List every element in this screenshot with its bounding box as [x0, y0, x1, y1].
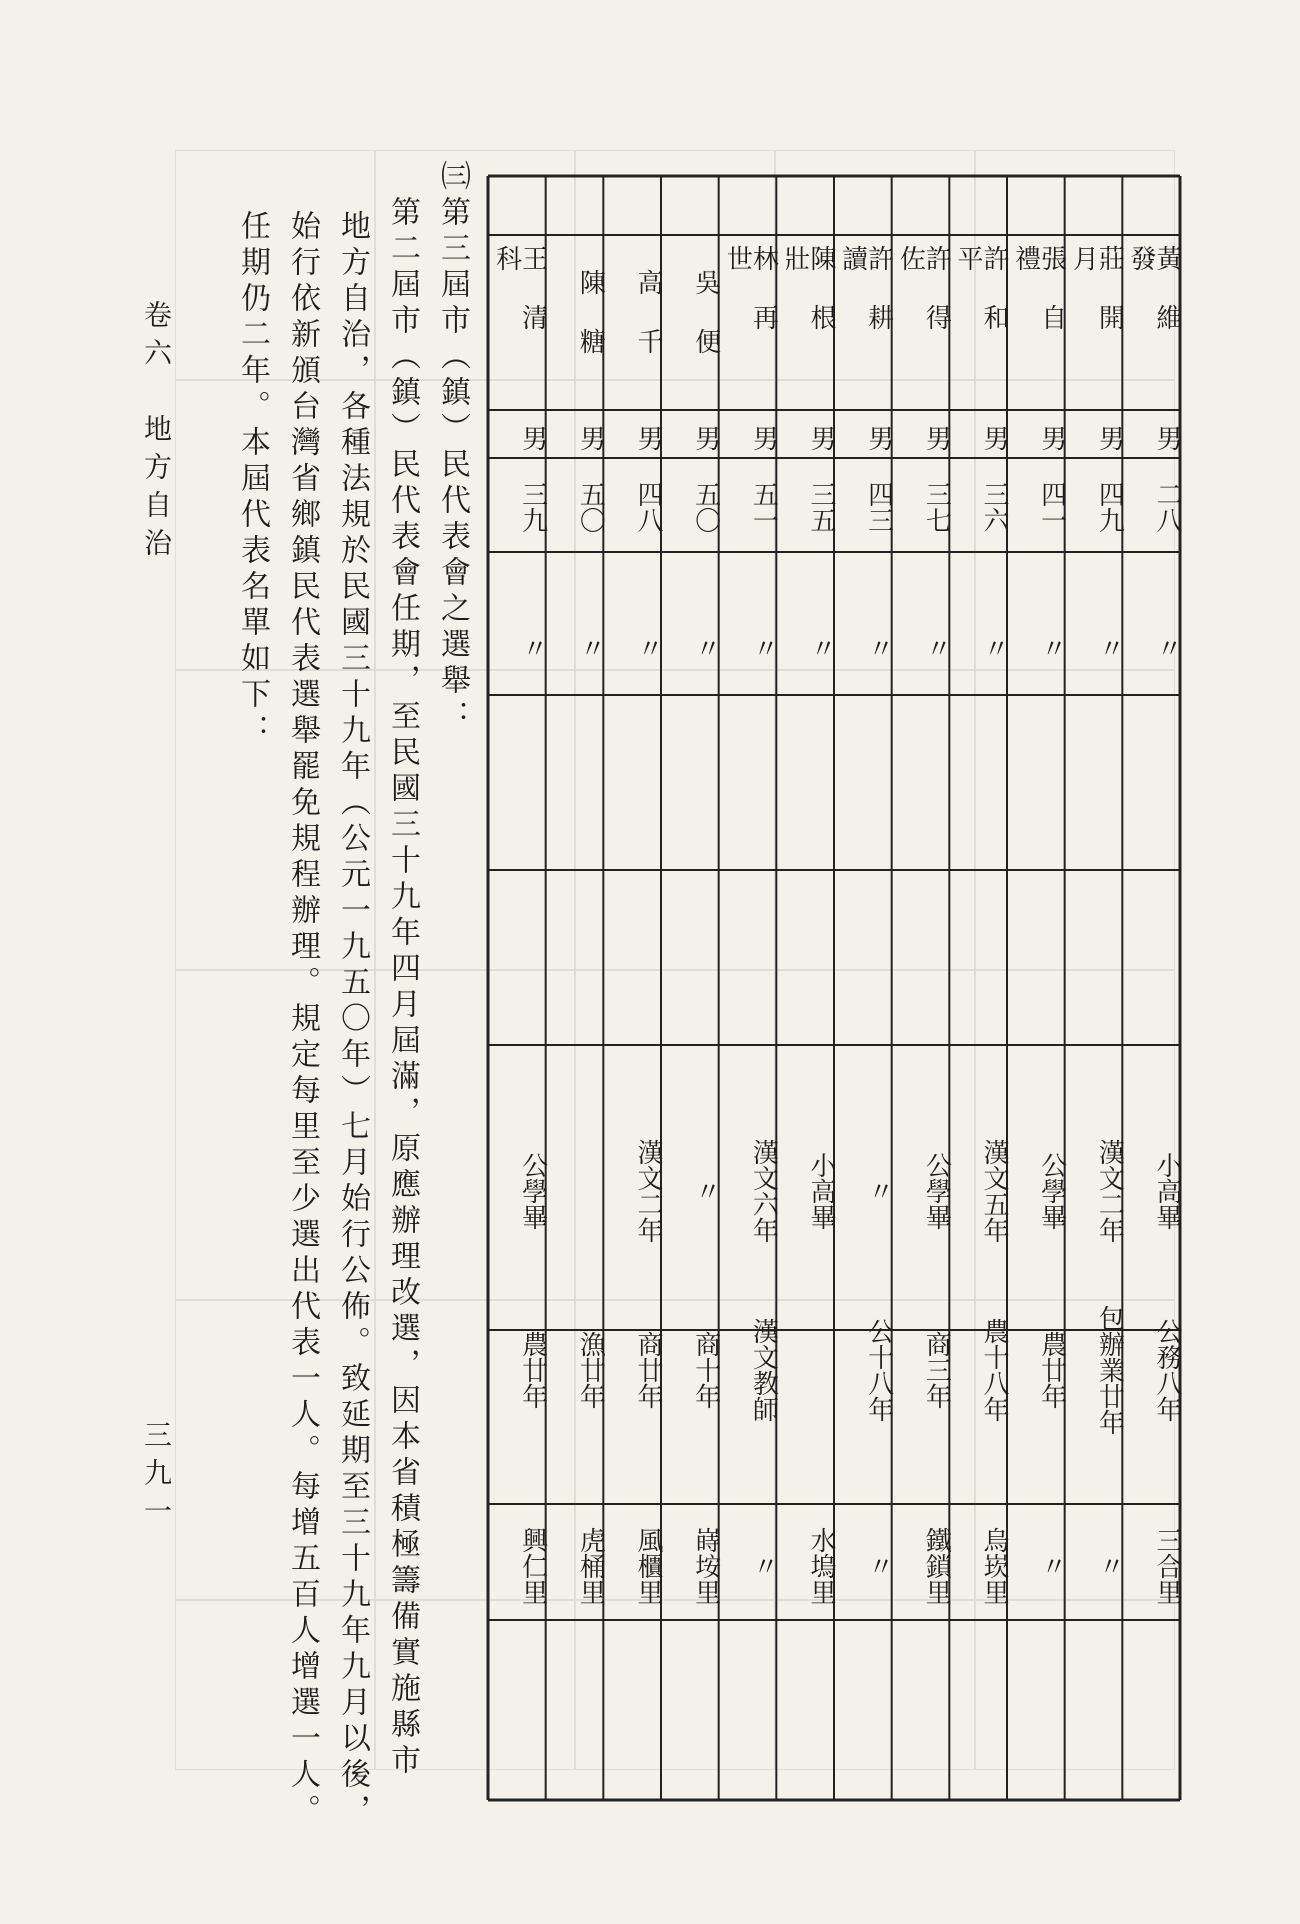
- cell-village: [1065, 1512, 1123, 1620]
- cell-sex: [949, 418, 1007, 458]
- cell-name: [719, 245, 777, 410]
- cell-village: [1007, 1512, 1065, 1620]
- cell-text: 〃: [1094, 634, 1125, 661]
- cell-sex: [546, 418, 604, 458]
- cell-name: [776, 245, 834, 410]
- cell-experience: [892, 1235, 950, 1504]
- cell-name: [1065, 245, 1123, 410]
- cell-text: 農廿年: [1036, 1330, 1067, 1409]
- cell-text: 鐵鎖里: [921, 1527, 952, 1605]
- cell-age: [719, 462, 777, 552]
- cell-text: 商三年: [921, 1330, 952, 1409]
- cell-text: 四八: [632, 481, 663, 533]
- cell-text: 漢文五年: [978, 1139, 1009, 1243]
- cell-sex: [488, 418, 546, 458]
- cell-text: 〃: [978, 634, 1009, 661]
- cell-name: [834, 245, 892, 410]
- cell-age: [949, 462, 1007, 552]
- cell-sex: [1007, 418, 1065, 458]
- cell-experience: [546, 1235, 604, 1504]
- cell-village: [834, 1512, 892, 1620]
- cell-text: 〃: [690, 1178, 721, 1204]
- cell-text: 林再世: [722, 245, 779, 363]
- cell-text: 〃: [921, 634, 952, 661]
- cell-text: 三六: [978, 481, 1009, 533]
- cell-text: 男: [921, 425, 952, 451]
- cell-text: 漢文二年: [632, 1139, 663, 1243]
- cell-village: [546, 1512, 604, 1620]
- cell-text: 小高畢: [805, 1152, 836, 1230]
- page-number: 三九一: [140, 1420, 173, 1534]
- cell-text: 王清科: [491, 245, 548, 363]
- cell-text: 〃: [863, 1553, 894, 1579]
- cell-sex: [892, 418, 950, 458]
- cell-experience: [834, 1235, 892, 1504]
- cell-col4: [834, 600, 892, 695]
- cell-name: [949, 245, 1007, 410]
- cell-experience: [1122, 1235, 1180, 1504]
- cell-text: 三九: [517, 481, 548, 533]
- cell-text: 〃: [517, 634, 548, 661]
- cell-name: [603, 245, 661, 410]
- cell-experience: [1065, 1235, 1123, 1504]
- cell-experience: [949, 1235, 1007, 1504]
- cell-village: [661, 1512, 719, 1620]
- cell-text: 虎桶里: [575, 1527, 606, 1605]
- cell-sex: [776, 418, 834, 458]
- cell-text: 五〇: [690, 481, 721, 533]
- cell-text: 男: [1151, 425, 1182, 451]
- cell-text: 〃: [690, 634, 721, 661]
- cell-text: 公學畢: [1036, 1152, 1067, 1230]
- cell-text: 烏崁里: [978, 1527, 1009, 1605]
- cell-text: 〃: [632, 634, 663, 661]
- cell-text: 陳根壯: [779, 245, 836, 363]
- cell-text: 男: [978, 425, 1009, 451]
- cell-name: [1122, 245, 1180, 410]
- cell-experience: [776, 1235, 834, 1504]
- cell-village: [1122, 1512, 1180, 1620]
- cell-text: 許和平: [952, 245, 1009, 363]
- cell-col4: [1122, 600, 1180, 695]
- cell-sex: [834, 418, 892, 458]
- cell-text: 漢文六年: [748, 1139, 779, 1243]
- cell-text: 男: [748, 425, 779, 451]
- cell-age: [892, 462, 950, 552]
- cell-village: [892, 1512, 950, 1620]
- cell-experience: [661, 1235, 719, 1504]
- cell-text: 〃: [805, 634, 836, 661]
- cell-text: 風櫃里: [632, 1527, 663, 1605]
- cell-text: 男: [690, 425, 721, 451]
- cell-experience: [719, 1235, 777, 1504]
- cell-text: 陳糖: [575, 268, 606, 387]
- cell-name: [546, 245, 604, 410]
- cell-text: 興仁里: [517, 1527, 548, 1605]
- cell-text: 四九: [1094, 481, 1125, 533]
- cell-age: [1065, 462, 1123, 552]
- cell-text: 〃: [748, 634, 779, 661]
- narrative-line: 始行依新頒台灣省鄉鎮民代表選舉罷免規程辦理。規定每里至少選出代表一人。每增五百人增選一人。: [285, 210, 320, 1830]
- cell-age: [661, 462, 719, 552]
- cell-text: 〃: [1094, 1553, 1125, 1579]
- cell-name: [661, 245, 719, 410]
- cell-text: 男: [575, 425, 606, 451]
- cell-col4: [661, 600, 719, 695]
- cell-text: 男: [805, 425, 836, 451]
- cell-text: 男: [863, 425, 894, 451]
- cell-sex: [661, 418, 719, 458]
- cell-text: 三五: [805, 481, 836, 533]
- cell-text: 漢文二年: [1094, 1139, 1125, 1243]
- cell-text: 包辦業廿年: [1094, 1304, 1125, 1435]
- cell-text: 許耕讀: [837, 245, 894, 363]
- cell-text: 農廿年: [517, 1330, 548, 1409]
- cell-text: 男: [1036, 425, 1067, 451]
- cell-sex: [603, 418, 661, 458]
- cell-text: 公十八年: [863, 1317, 894, 1422]
- cell-text: 四一: [1036, 481, 1067, 533]
- cell-text: 三七: [921, 481, 952, 533]
- cell-text: 莊開月: [1068, 245, 1125, 363]
- cell-text: 吳便: [690, 268, 721, 387]
- cell-text: 四三: [863, 481, 894, 533]
- cell-text: 〃: [863, 634, 894, 661]
- cell-text: 高千: [632, 268, 663, 387]
- cell-text: 〃: [1036, 1553, 1067, 1579]
- cell-age: [776, 462, 834, 552]
- cell-col4: [949, 600, 1007, 695]
- cell-col4: [719, 600, 777, 695]
- cell-text: 〃: [863, 1178, 894, 1204]
- cell-text: 五一: [748, 481, 779, 533]
- cell-text: 漁廿年: [575, 1330, 606, 1409]
- narrative-line: 第二屆市（鎮）民代表會任期，至民國三十九年四月屆滿，原應辦理改選，因本省積極籌備實施縣市: [385, 160, 420, 1780]
- cell-col4: [1065, 600, 1123, 695]
- cell-village: [949, 1512, 1007, 1620]
- cell-age: [834, 462, 892, 552]
- cell-text: 男: [1094, 425, 1125, 451]
- cell-text: 公學畢: [921, 1152, 952, 1230]
- cell-col4: [1007, 600, 1065, 695]
- cell-text: 張自禮: [1010, 245, 1067, 363]
- cell-text: 公務八年: [1151, 1317, 1182, 1422]
- cell-col4: [892, 600, 950, 695]
- cell-col4: [603, 600, 661, 695]
- cell-text: 男: [517, 425, 548, 451]
- cell-text: 商十年: [690, 1330, 721, 1409]
- cell-age: [488, 462, 546, 552]
- cell-village: [488, 1512, 546, 1620]
- cell-text: 〃: [1036, 634, 1067, 661]
- cell-village: [603, 1512, 661, 1620]
- cell-text: 五〇: [575, 481, 606, 533]
- cell-age: [603, 462, 661, 552]
- cell-text: 嵵垵里: [690, 1527, 721, 1605]
- narrative-line: 地方自治，各種法規於民國三十九年（公元一九五〇年）七月始行公佈。致延期至三十九年九月以後，: [335, 210, 370, 1830]
- cell-col4: [776, 600, 834, 695]
- cell-text: 黃維發: [1125, 245, 1182, 363]
- cell-col4: [488, 600, 546, 695]
- running-header: 卷六 地方自治: [140, 300, 173, 566]
- cell-text: 漢文教師: [748, 1317, 779, 1422]
- cell-text: 農十八年: [978, 1317, 1009, 1422]
- cell-text: 三合里: [1151, 1527, 1182, 1605]
- cell-sex: [1065, 418, 1123, 458]
- cell-name: [892, 245, 950, 410]
- cell-text: 〃: [1151, 634, 1182, 661]
- narrative-line: 任期仍二年。本屆代表名單如下：: [235, 210, 270, 750]
- cell-age: [546, 462, 604, 552]
- section-heading: ㈢第三屆市（鎮）民代表會之選舉：: [435, 160, 470, 736]
- cell-text: 商廿年: [632, 1330, 663, 1409]
- cell-village: [719, 1512, 777, 1620]
- cell-name: [1007, 245, 1065, 410]
- cell-sex: [1122, 418, 1180, 458]
- cell-name: [488, 245, 546, 410]
- cell-text: 小高畢: [1151, 1152, 1182, 1230]
- cell-experience: [603, 1235, 661, 1504]
- cell-sex: [719, 418, 777, 458]
- cell-text: 男: [632, 425, 663, 451]
- cell-age: [1007, 462, 1065, 552]
- cell-experience: [1007, 1235, 1065, 1504]
- cell-text: 〃: [575, 634, 606, 661]
- cell-col4: [546, 600, 604, 695]
- cell-village: [776, 1512, 834, 1620]
- cell-text: 許得佐: [895, 245, 952, 363]
- cell-text: 公學畢: [517, 1152, 548, 1230]
- cell-text: 二八: [1151, 481, 1182, 533]
- cell-age: [1122, 462, 1180, 552]
- cell-text: 〃: [748, 1553, 779, 1579]
- cell-experience: [488, 1235, 546, 1504]
- cell-text: 水塢里: [805, 1527, 836, 1605]
